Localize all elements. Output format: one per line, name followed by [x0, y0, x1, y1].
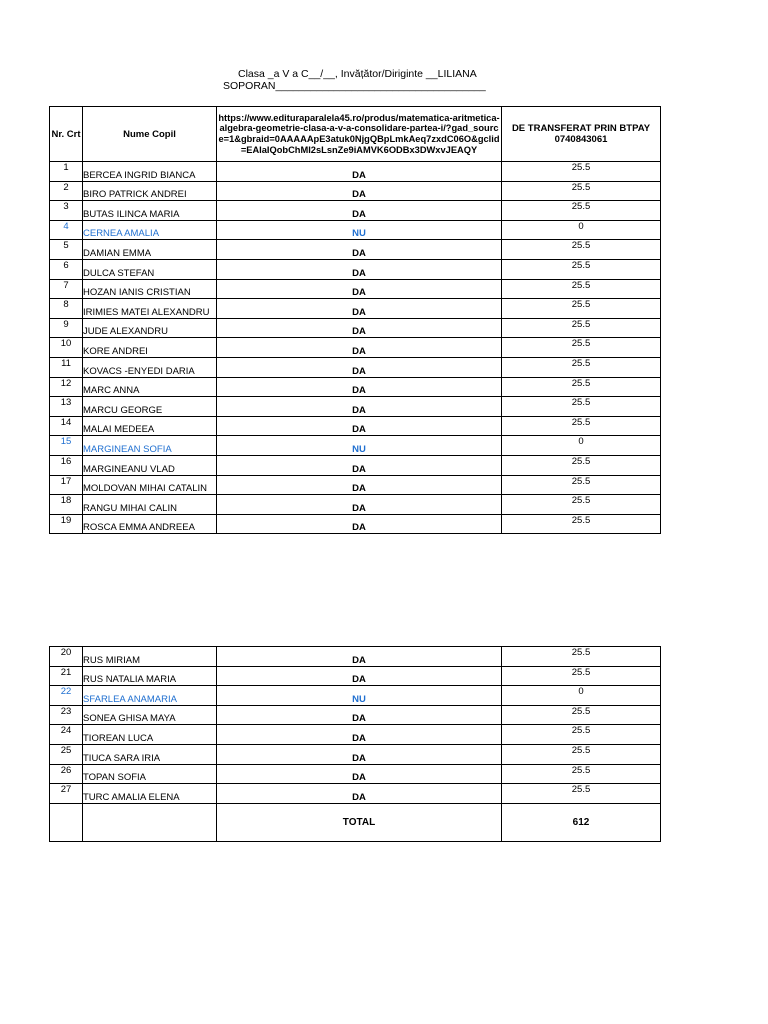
- student-name: KORE ANDREI: [83, 338, 217, 358]
- row-number: 9: [50, 318, 83, 338]
- transfer-amount: 0: [502, 686, 661, 706]
- student-name: MARC ANNA: [83, 377, 217, 397]
- row-number: 13: [50, 397, 83, 417]
- student-name: MOLDOVAN MIHAI CATALIN: [83, 475, 217, 495]
- total-value: 612: [502, 803, 661, 841]
- table-row: [50, 666, 661, 686]
- row-number: 24: [50, 725, 83, 745]
- student-name: RUS NATALIA MARIA: [83, 666, 217, 686]
- table-row: [50, 318, 661, 338]
- row-number: 26: [50, 764, 83, 784]
- table-row: [50, 357, 661, 377]
- purchase-status: DA: [217, 318, 502, 338]
- purchase-status: DA: [217, 647, 502, 667]
- purchase-status: DA: [217, 784, 502, 804]
- transfer-amount: 25.5: [502, 725, 661, 745]
- student-name: BUTAS ILINCA MARIA: [83, 201, 217, 221]
- student-name: DAMIAN EMMA: [83, 240, 217, 260]
- student-name: IRIMIES MATEI ALEXANDRU: [83, 299, 217, 319]
- purchase-status: DA: [217, 744, 502, 764]
- table-row: [50, 181, 661, 201]
- transfer-amount: 25.5: [502, 162, 661, 182]
- student-name: SFARLEA ANAMARIA: [83, 686, 217, 706]
- purchase-status: DA: [217, 705, 502, 725]
- student-name: TURC AMALIA ELENA: [83, 784, 217, 804]
- document-header: [223, 68, 523, 92]
- table-row: [50, 377, 661, 397]
- transfer-amount: 25.5: [502, 455, 661, 475]
- student-name: ROSCA EMMA ANDREEA: [83, 514, 217, 534]
- table-row: [50, 259, 661, 279]
- transfer-amount: 25.5: [502, 397, 661, 417]
- row-number: 27: [50, 784, 83, 804]
- row-number: 4: [50, 220, 83, 240]
- total-empty-cell: [50, 803, 83, 841]
- table-row: [50, 220, 661, 240]
- row-number: 18: [50, 495, 83, 515]
- transfer-amount: 25.5: [502, 666, 661, 686]
- purchase-status: DA: [217, 181, 502, 201]
- student-name: TIOREAN LUCA: [83, 725, 217, 745]
- purchase-status: DA: [217, 764, 502, 784]
- row-number: 8: [50, 299, 83, 319]
- table-row: [50, 705, 661, 725]
- purchase-status: DA: [217, 475, 502, 495]
- transfer-amount: 25.5: [502, 475, 661, 495]
- total-row: [50, 803, 661, 841]
- student-name: JUDE ALEXANDRU: [83, 318, 217, 338]
- purchase-status: DA: [217, 357, 502, 377]
- table-row: [50, 647, 661, 667]
- table-row: [50, 725, 661, 745]
- table-row: [50, 475, 661, 495]
- purchase-status: DA: [217, 514, 502, 534]
- total-label: TOTAL: [217, 803, 502, 841]
- purchase-status: NU: [217, 220, 502, 240]
- row-number: 12: [50, 377, 83, 397]
- table-row: [50, 686, 661, 706]
- row-number: 25: [50, 744, 83, 764]
- row-number: 2: [50, 181, 83, 201]
- transfer-amount: 25.5: [502, 377, 661, 397]
- student-name: MARCU GEORGE: [83, 397, 217, 417]
- student-name: BIRO PATRICK ANDREI: [83, 181, 217, 201]
- transfer-amount: 25.5: [502, 181, 661, 201]
- purchase-status: DA: [217, 725, 502, 745]
- purchase-status: DA: [217, 377, 502, 397]
- table-row: [50, 784, 661, 804]
- purchase-status: DA: [217, 455, 502, 475]
- transfer-amount: 25.5: [502, 744, 661, 764]
- total-empty-cell: [83, 803, 217, 841]
- student-name: KOVACS -ENYEDI DARIA: [83, 357, 217, 377]
- table-row: [50, 299, 661, 319]
- column-header-product-link: https://www.edituraparalela45.ro/produs/matematica-aritmetica-algebra-geometrie-clasa-a-v-a-consolidare-partea-i/?gad_source=1&gbraid=0AAAAApE3atuk0NjgQBpLmkAeq7zxdC06O&gclid=EAIaIQobChMI2sLsnZe9iAMVK6ODBx3DWxvJEAQY: [217, 107, 502, 162]
- student-name: HOZAN IANIS CRISTIAN: [83, 279, 217, 299]
- table-row: [50, 397, 661, 417]
- row-number: 21: [50, 666, 83, 686]
- table-body-top: [50, 162, 661, 534]
- student-name: MALAI MEDEEA: [83, 416, 217, 436]
- student-name: MARGINEAN SOFIA: [83, 436, 217, 456]
- table-header-row: [50, 107, 661, 162]
- transfer-amount: 25.5: [502, 495, 661, 515]
- table-row: [50, 240, 661, 260]
- row-number: 6: [50, 259, 83, 279]
- payment-table-bottom: [49, 646, 661, 842]
- purchase-status: DA: [217, 259, 502, 279]
- transfer-amount: 25.5: [502, 514, 661, 534]
- table-row: [50, 764, 661, 784]
- purchase-status: DA: [217, 416, 502, 436]
- column-header-transfer: DE TRANSFERAT PRIN BTPAY 0740843061: [502, 107, 661, 162]
- row-number: 1: [50, 162, 83, 182]
- purchase-status: NU: [217, 686, 502, 706]
- row-number: 23: [50, 705, 83, 725]
- table-row: [50, 201, 661, 221]
- student-name: DULCA STEFAN: [83, 259, 217, 279]
- row-number: 22: [50, 686, 83, 706]
- header-line-2: SOPORAN____________________________________: [223, 80, 486, 92]
- table-row: [50, 338, 661, 358]
- row-number: 19: [50, 514, 83, 534]
- student-name: MARGINEANU VLAD: [83, 455, 217, 475]
- row-number: 17: [50, 475, 83, 495]
- transfer-amount: 25.5: [502, 784, 661, 804]
- transfer-amount: 25.5: [502, 299, 661, 319]
- header-line-1: Clasa _a V a C__/__, Invățător/Diriginte __LILIANA: [238, 68, 477, 80]
- table-row: [50, 495, 661, 515]
- purchase-status: DA: [217, 666, 502, 686]
- table-row: [50, 279, 661, 299]
- row-number: 11: [50, 357, 83, 377]
- transfer-amount: 25.5: [502, 647, 661, 667]
- row-number: 7: [50, 279, 83, 299]
- transfer-amount: 25.5: [502, 705, 661, 725]
- transfer-amount: 25.5: [502, 318, 661, 338]
- transfer-amount: 0: [502, 436, 661, 456]
- transfer-amount: 25.5: [502, 764, 661, 784]
- purchase-status: DA: [217, 338, 502, 358]
- student-name: TIUCA SARA IRIA: [83, 744, 217, 764]
- table-row: [50, 416, 661, 436]
- purchase-status: NU: [217, 436, 502, 456]
- purchase-status: DA: [217, 279, 502, 299]
- row-number: 16: [50, 455, 83, 475]
- table-body-bottom: [50, 647, 661, 804]
- row-number: 15: [50, 436, 83, 456]
- column-header-nr: Nr. Crt: [50, 107, 83, 162]
- row-number: 10: [50, 338, 83, 358]
- table-row: [50, 162, 661, 182]
- purchase-status: DA: [217, 495, 502, 515]
- row-number: 14: [50, 416, 83, 436]
- transfer-amount: 25.5: [502, 357, 661, 377]
- purchase-status: DA: [217, 397, 502, 417]
- student-name: RANGU MIHAI CALIN: [83, 495, 217, 515]
- transfer-amount: 25.5: [502, 279, 661, 299]
- student-name: TOPAN SOFIA: [83, 764, 217, 784]
- row-number: 5: [50, 240, 83, 260]
- student-name: BERCEA INGRID BIANCA: [83, 162, 217, 182]
- table-row: [50, 744, 661, 764]
- purchase-status: DA: [217, 240, 502, 260]
- payment-table-top: [49, 106, 661, 534]
- purchase-status: DA: [217, 201, 502, 221]
- purchase-status: DA: [217, 299, 502, 319]
- student-name: CERNEA AMALIA: [83, 220, 217, 240]
- transfer-amount: 0: [502, 220, 661, 240]
- transfer-amount: 25.5: [502, 416, 661, 436]
- table-row: [50, 436, 661, 456]
- transfer-amount: 25.5: [502, 201, 661, 221]
- transfer-amount: 25.5: [502, 259, 661, 279]
- row-number: 20: [50, 647, 83, 667]
- table-row: [50, 455, 661, 475]
- row-number: 3: [50, 201, 83, 221]
- transfer-amount: 25.5: [502, 338, 661, 358]
- table-row: [50, 514, 661, 534]
- column-header-name: Nume Copil: [83, 107, 217, 162]
- student-name: RUS MIRIAM: [83, 647, 217, 667]
- purchase-status: DA: [217, 162, 502, 182]
- student-name: SONEA GHISA MAYA: [83, 705, 217, 725]
- transfer-amount: 25.5: [502, 240, 661, 260]
